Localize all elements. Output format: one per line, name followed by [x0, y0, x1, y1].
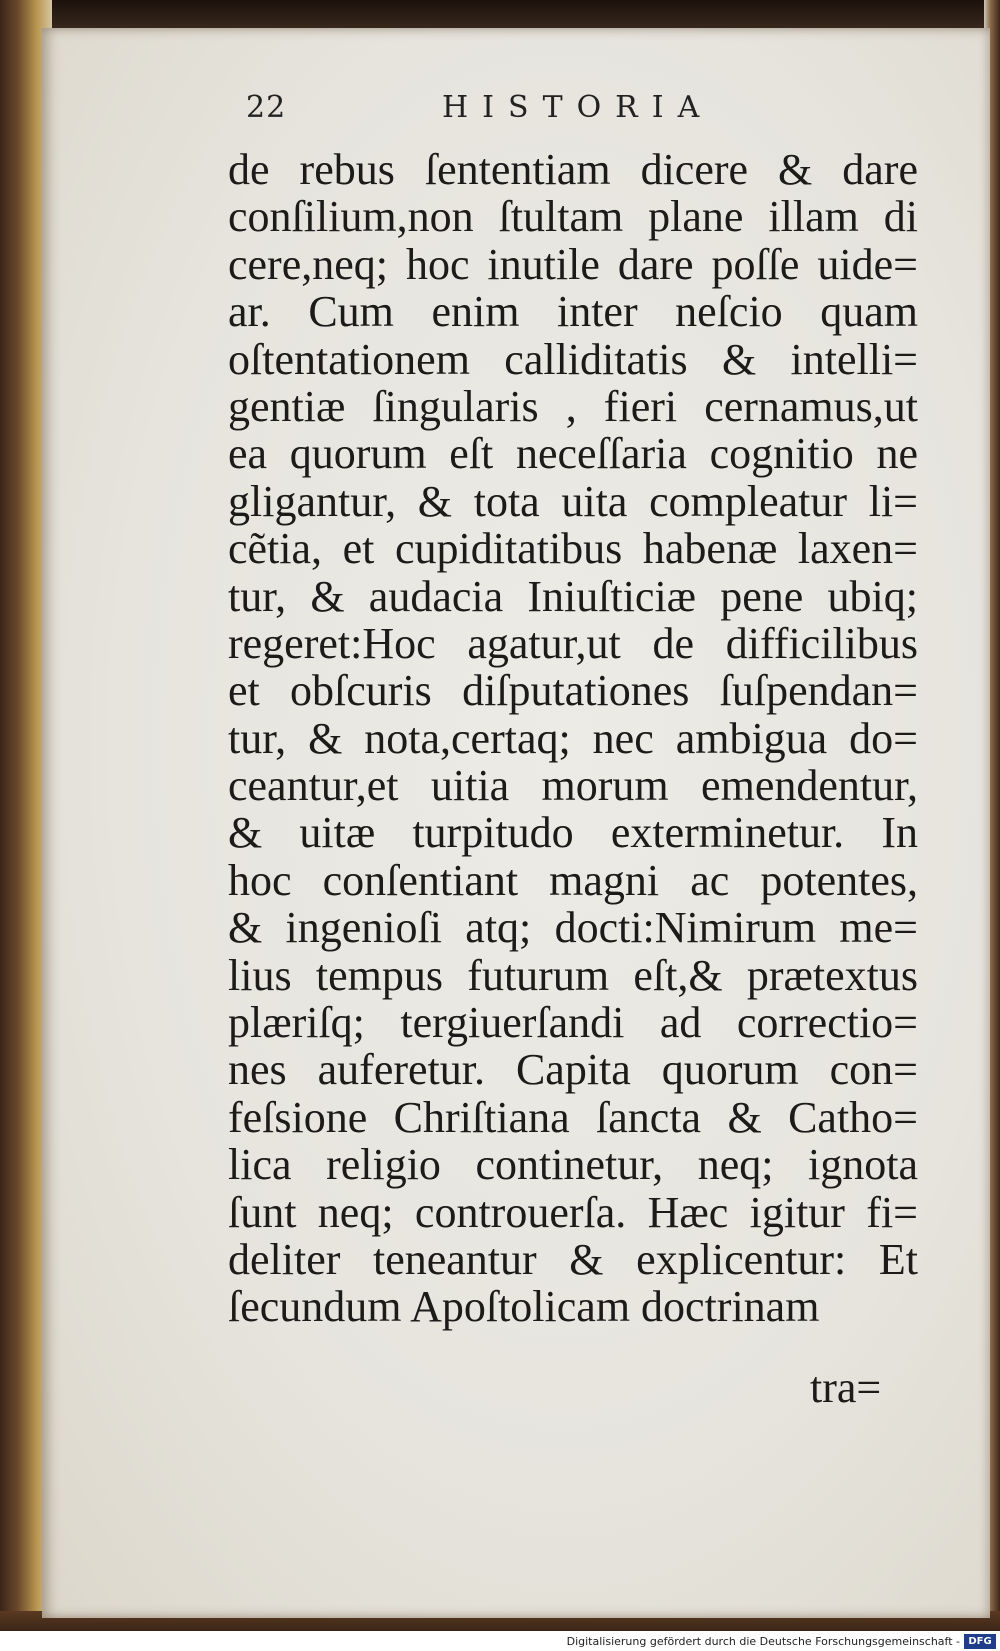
page-number: 22: [246, 90, 287, 125]
text-line: ar. Cum enim inter neſcio quam: [228, 287, 918, 337]
footer-credit: Digitalisierung gefördert durch die Deutsche Forschungsgemeinschaft -: [566, 1635, 960, 1648]
text-line: ceantur,et uitia morum emendentur,: [228, 761, 918, 811]
body-text: [228, 146, 918, 1331]
text-line: cẽtia, et cupiditatibus habenæ laxen=: [228, 524, 918, 574]
text-line: ſecundum Apoſtolicam doctrinam: [228, 1282, 820, 1332]
text-line: regeret:Hoc agatur,ut de difficilibus: [228, 618, 918, 668]
text-line: feſsione Chriſtiana ſancta & Catho=: [228, 1092, 918, 1142]
text-line: de rebus ſententiam dicere & dare: [228, 145, 918, 194]
text-line: nes auferetur. Capita quorum con=: [228, 1045, 918, 1095]
text-line: gentiæ ſingularis , fieri cernamus,ut: [228, 381, 918, 431]
footer-bar: [0, 1631, 1000, 1651]
text-line: gligantur, & tota uita compleatur li=: [228, 476, 918, 526]
text-line: & uitæ turpitudo exterminetur. In: [228, 808, 918, 858]
text-line: et obſcuris diſputationes ſuſpendan=: [228, 666, 918, 716]
text-line: tur, & nota,certaq; nec ambigua do=: [228, 713, 918, 763]
text-line: ea quorum eſt neceſſaria cognitio ne: [228, 429, 918, 479]
text-line: cere,neq; hoc inutile dare poſſe uide=: [228, 239, 918, 289]
text-line: oſtentationem calliditatis & intelli=: [228, 334, 918, 384]
text-line: plæriſq; tergiuerſandi ad correctio=: [228, 998, 918, 1048]
text-line: tur, & audacia Iniuſticiæ pene ubiq;: [228, 571, 918, 621]
text-line: deliter teneantur & explicentur: Et: [228, 1234, 918, 1284]
text-line: lica religio continetur, neq; ignota: [228, 1140, 918, 1190]
dfg-logo: DFG: [964, 1634, 996, 1649]
text-line: & ingenioſi atq; docti:Nimirum me=: [228, 903, 918, 953]
running-title: HISTORIA: [442, 90, 714, 125]
page-header: [246, 90, 946, 136]
text-line: ſunt neq; controuerſa. Hæc igitur fi=: [228, 1187, 918, 1237]
text-line: conſilium,non ſtultam plane illam di: [228, 192, 918, 242]
text-line: hoc conſentiant magni ac potentes,: [228, 855, 918, 905]
catchword: tra=: [810, 1363, 882, 1412]
text-line: lius tempus futurum eſt,& prætextus: [228, 950, 918, 1000]
